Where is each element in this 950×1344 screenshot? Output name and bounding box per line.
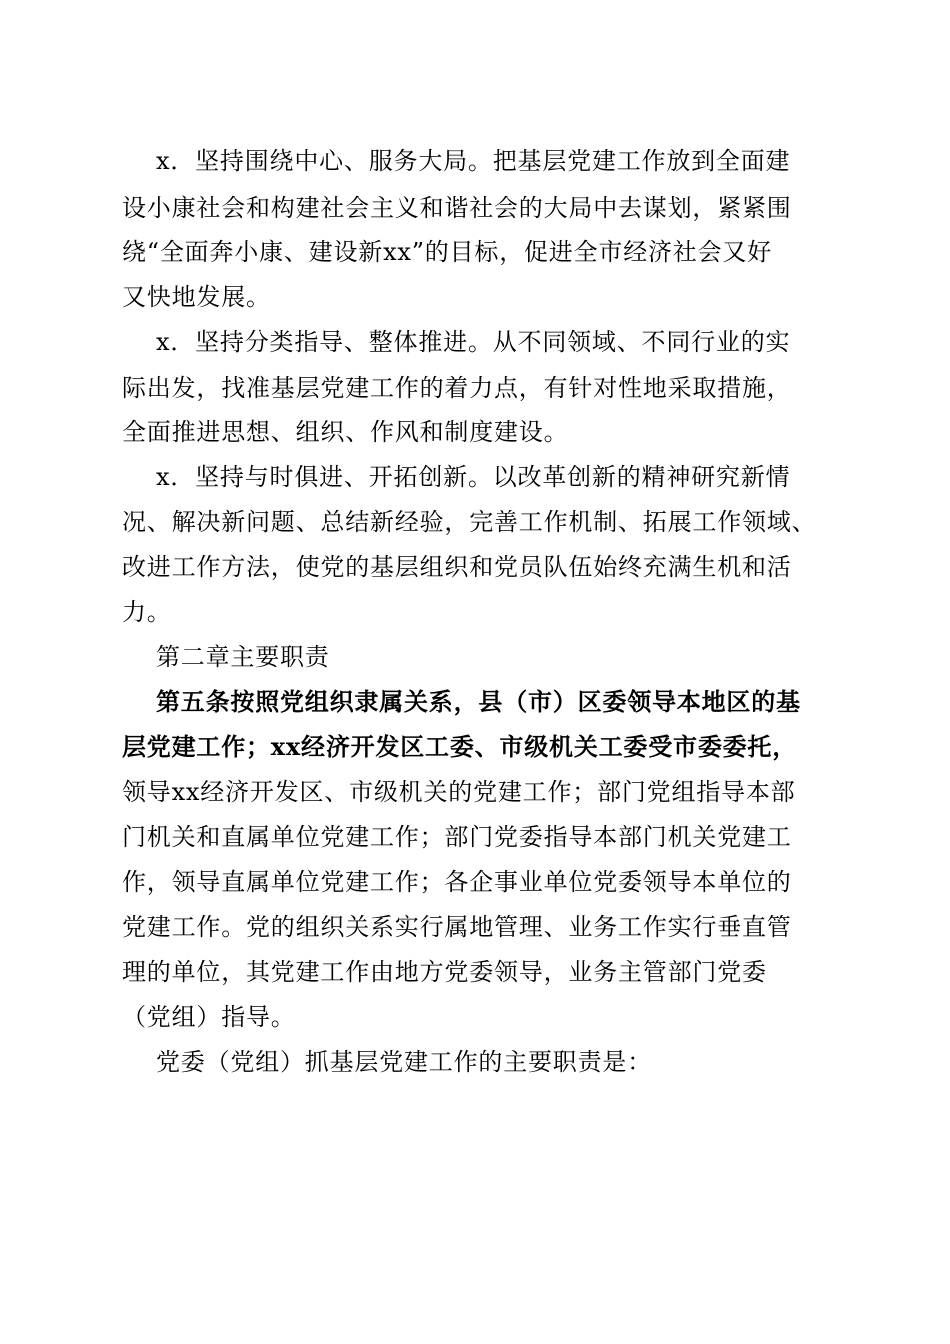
article-5-line-3: 领导xx经济开发区、市级机关的党建工作；部门党组指导本部 — [122, 778, 796, 806]
paragraph-1-line-3: 绕“全面奔小康、建设新xx”的目标，促进全市经济社会又好 — [122, 238, 773, 266]
paragraph-2-line-1: x．坚持分类指导、整体推进。从不同领域、不同行业的实 — [156, 328, 791, 356]
paragraph-3-line-1: x．坚持与时俱进、开拓创新。以改革创新的精神研究新情 — [156, 463, 791, 491]
paragraph-3-line-4: 力。 — [122, 598, 172, 626]
paragraph-1-line-2: 设小康社会和构建社会主义和谐社会的大局中去谋划，紧紧围 — [122, 194, 792, 222]
paragraph-3-line-3: 改进工作方法，使党的基层组织和党员队伍始终充满生机和活 — [122, 553, 792, 581]
paragraph-3-line-2: 况、解决新问题、总结新经验，完善工作机制、拓展工作领域、 — [122, 508, 817, 536]
paragraph-2-line-3: 全面推进思想、组织、作风和制度建设。 — [122, 418, 569, 446]
paragraph-1-line-1: x．坚持围绕中心、服务大局。把基层党建工作放到全面建 — [156, 147, 791, 175]
article-5-line-2: 层党建工作；xx经济开发区工委、市级机关工委受市委委托， — [122, 732, 798, 761]
article-5-line-8: （党组）指导。 — [122, 1003, 296, 1031]
chapter-heading: 第二章主要职责 — [156, 643, 330, 671]
paragraph-2-line-2: 际出发，找准基层党建工作的着力点，有针对性地采取措施， — [122, 374, 792, 402]
article-5-line-7: 理的单位，其党建工作由地方党委领导，业务主管部门党委 — [122, 958, 767, 986]
duties-intro-line: 党委（党组）抓基层党建工作的主要职责是： — [156, 1048, 652, 1076]
article-5-line-4: 门机关和直属单位党建工作；部门党委指导本部门机关党建工 — [122, 823, 792, 851]
paragraph-1-line-4: 又快地发展。 — [122, 283, 271, 311]
article-5-line-5: 作，领导直属单位党建工作；各企事业单位党委领导本单位的 — [122, 868, 792, 896]
article-5-line-1: 第五条按照党组织隶属关系，县（市）区委领导本地区的基 — [156, 687, 801, 716]
article-5-line-6: 党建工作。党的组织关系实行属地管理、业务工作实行垂直管 — [122, 913, 792, 941]
